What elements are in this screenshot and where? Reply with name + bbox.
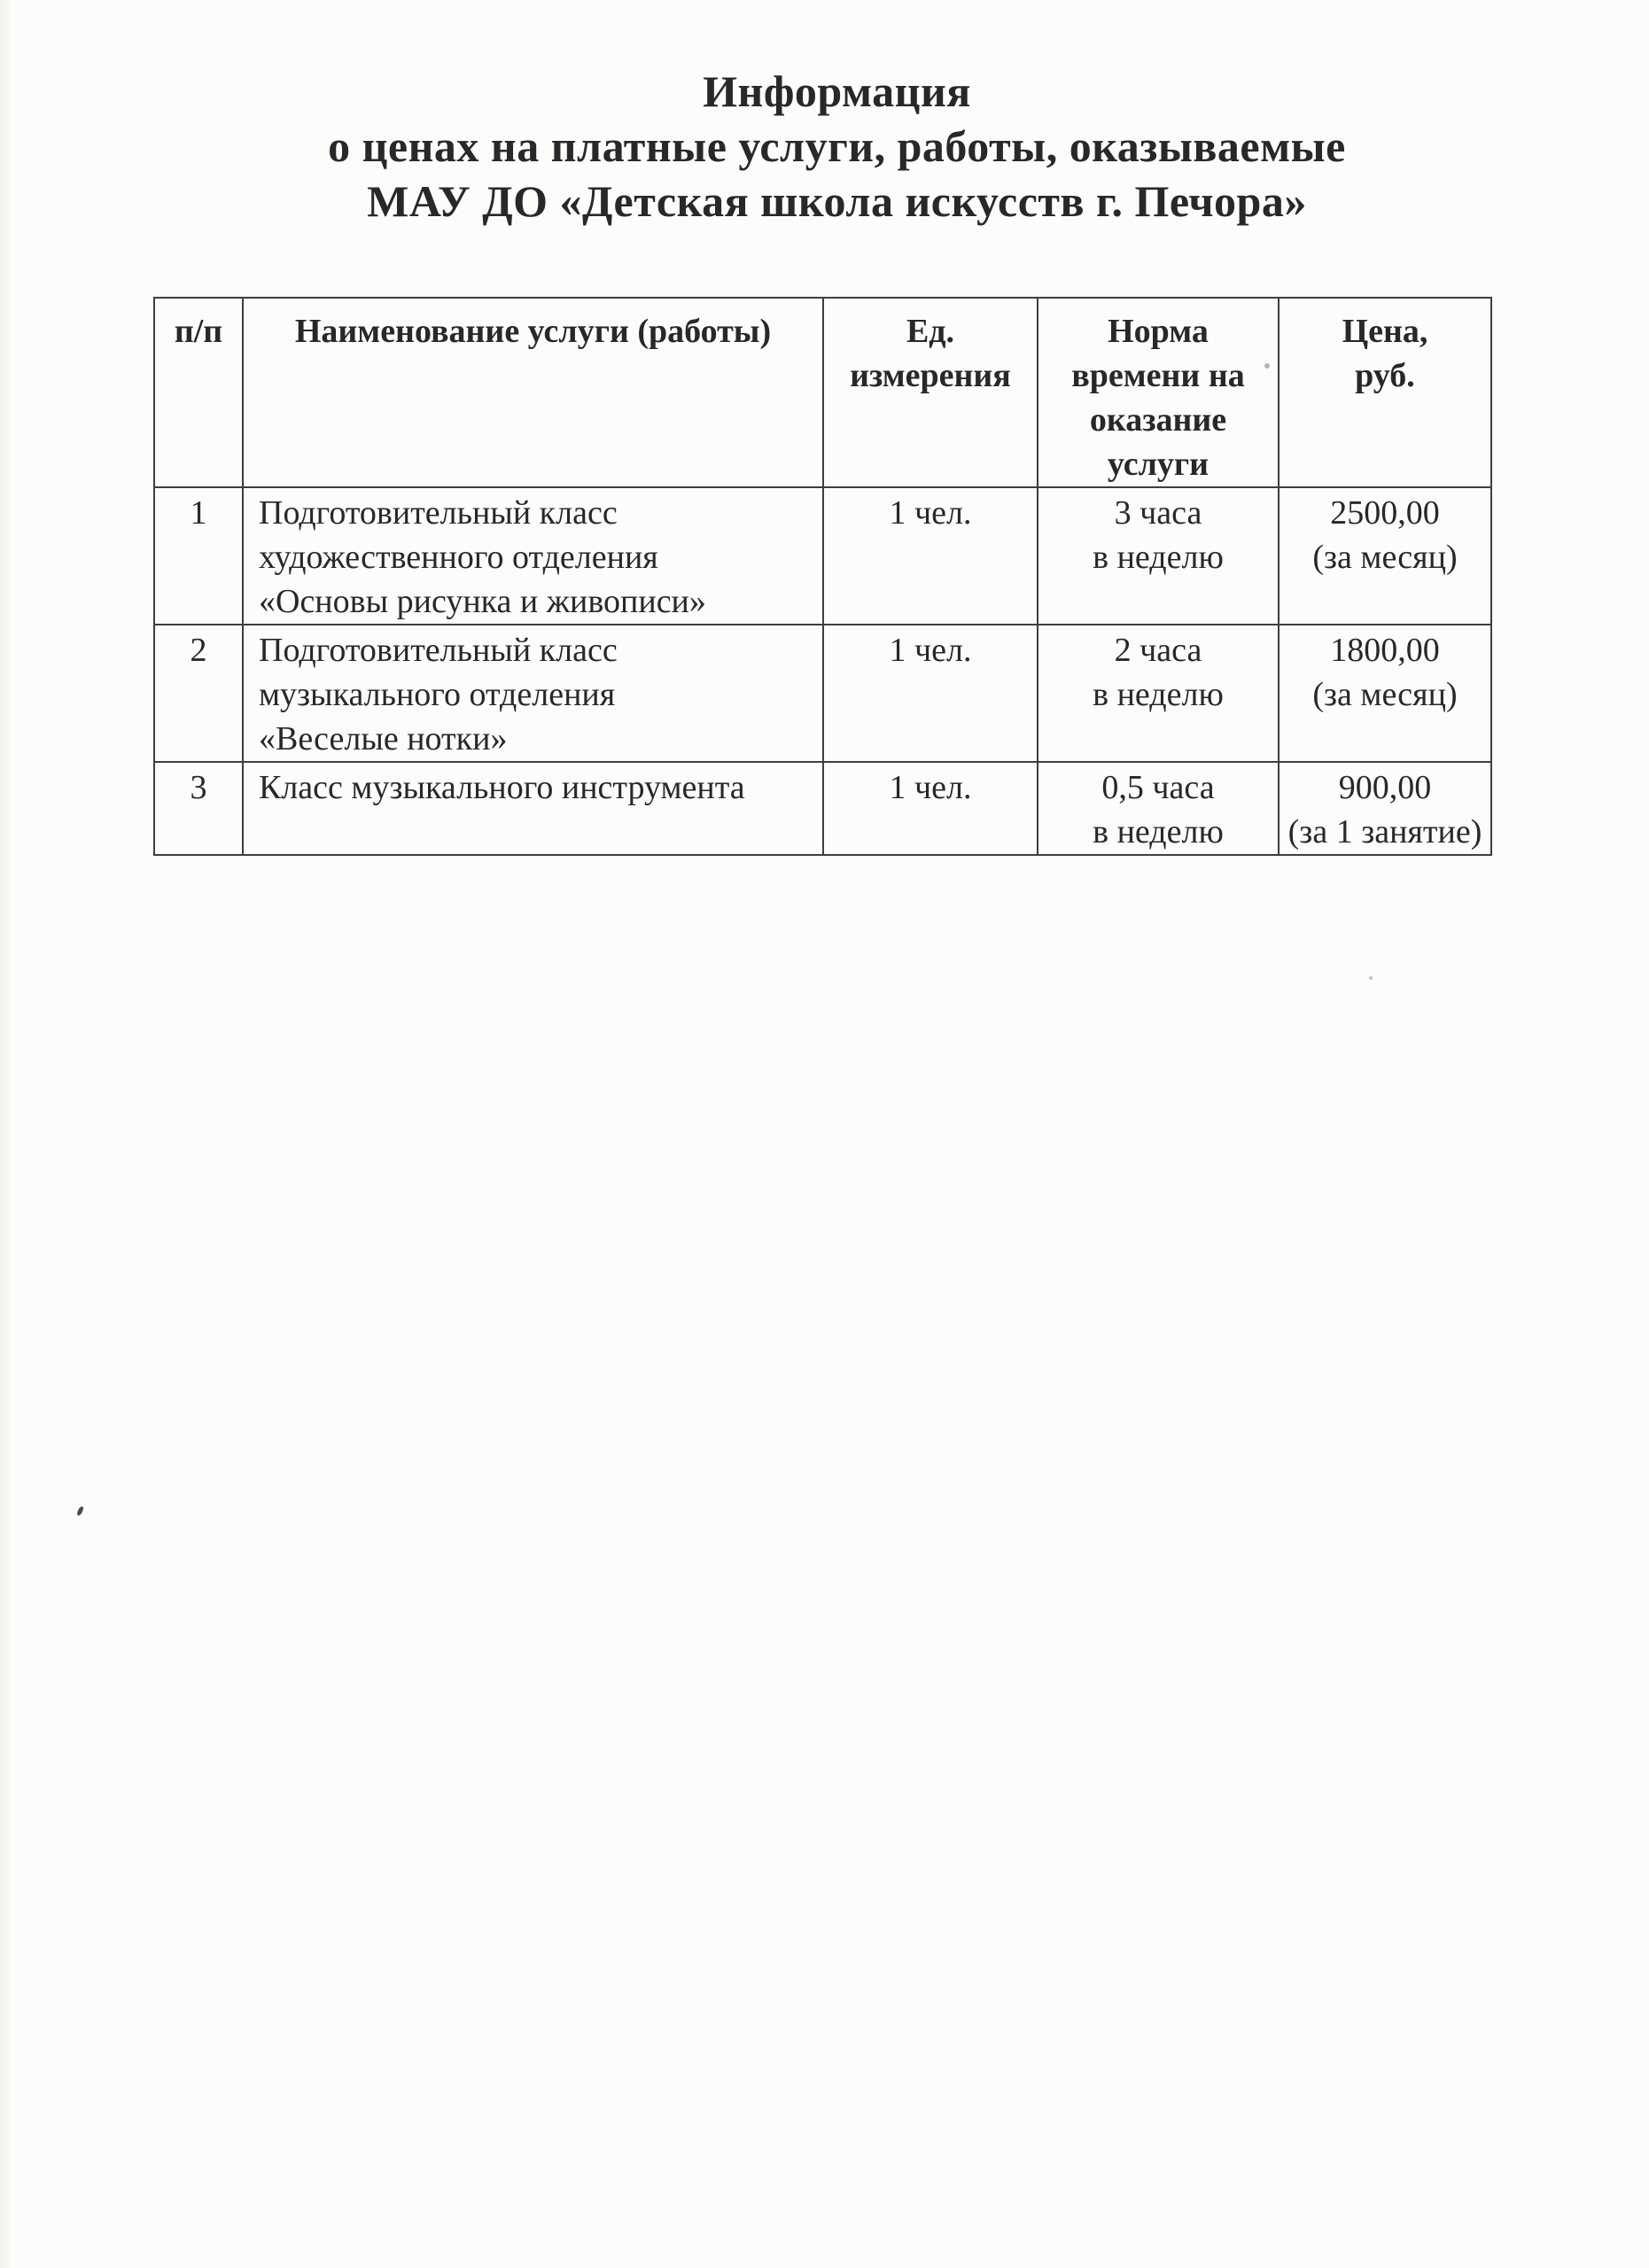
scan-speck xyxy=(76,1505,84,1516)
table-row xyxy=(154,625,1491,762)
header-unit xyxy=(823,298,1038,487)
row3-name-line-1: Класс музыкального инструмента xyxy=(259,769,745,806)
header-unit-line-2: измерения xyxy=(850,357,1011,394)
header-time-norm-line-1: Норма xyxy=(1108,313,1209,350)
row3-price-period: (за 1 занятие) xyxy=(1287,813,1482,850)
row1-norm-line-1: 3 часа xyxy=(1114,494,1202,532)
header-service-name xyxy=(243,298,823,487)
document-title xyxy=(12,64,1649,229)
price-table xyxy=(153,297,1492,856)
row3-norm-line-1: 0,5 часа xyxy=(1101,769,1215,806)
row2-price-value: 1800,00 xyxy=(1330,632,1440,669)
table-row xyxy=(154,762,1491,855)
table-header-row xyxy=(154,298,1491,487)
row3-price-value: 900,00 xyxy=(1338,769,1432,806)
header-num-label: п/п xyxy=(174,313,223,350)
row1-norm-line-2: в неделю xyxy=(1093,539,1224,576)
row1-unit: 1 чел. xyxy=(823,487,1038,625)
row1-name-line-2: художественного отделения xyxy=(259,539,658,576)
title-line-1: Информация xyxy=(703,66,971,116)
scan-speck xyxy=(1369,976,1373,980)
row2-price xyxy=(1279,625,1491,762)
row1-price-period: (за месяц) xyxy=(1312,539,1458,576)
row2-service-name xyxy=(243,625,823,762)
row3-unit: 1 чел. xyxy=(823,762,1038,855)
row1-price xyxy=(1279,487,1491,625)
row2-name-line-2: музыкального отделения xyxy=(259,676,616,713)
header-time-norm-line-3: оказание xyxy=(1089,401,1227,439)
header-time-norm-line-4: услуги xyxy=(1107,446,1210,483)
row2-number: 2 xyxy=(154,625,243,762)
row2-unit: 1 чел. xyxy=(823,625,1038,762)
row1-name-line-1: Подготовительный класс xyxy=(259,494,618,532)
row3-service-name xyxy=(243,762,823,855)
row1-time-norm xyxy=(1038,487,1279,625)
title-line-2: о ценах на платные услуги, работы, оказываемые xyxy=(328,121,1346,171)
title-line-3: МАУ ДО «Детская школа искусств г. Печора» xyxy=(367,176,1307,226)
header-price-line-2: руб. xyxy=(1355,357,1415,394)
row1-service-name xyxy=(243,487,823,625)
row3-time-norm xyxy=(1038,762,1279,855)
row1-name-line-3: «Основы рисунка и живописи» xyxy=(259,583,706,620)
header-num xyxy=(154,298,243,487)
header-service-name-label: Наименование услуги (работы) xyxy=(294,313,772,350)
header-time-norm-line-2: времени на xyxy=(1071,357,1245,394)
row3-norm-line-2: в неделю xyxy=(1093,813,1224,850)
header-time-norm xyxy=(1038,298,1279,487)
row3-number: 3 xyxy=(154,762,243,855)
row2-name-line-3: «Веселые нотки» xyxy=(259,720,508,757)
row3-price xyxy=(1279,762,1491,855)
row2-norm-line-1: 2 часа xyxy=(1114,632,1202,669)
row1-price-value: 2500,00 xyxy=(1330,494,1440,532)
row2-price-period: (за месяц) xyxy=(1312,676,1458,713)
table-row xyxy=(154,487,1491,625)
header-unit-line-1: Ед. xyxy=(906,313,955,350)
row2-time-norm xyxy=(1038,625,1279,762)
row2-name-line-1: Подготовительный класс xyxy=(259,632,618,669)
header-price xyxy=(1279,298,1491,487)
row2-norm-line-2: в неделю xyxy=(1093,676,1224,713)
row1-number: 1 xyxy=(154,487,243,625)
header-price-line-1: Цена, xyxy=(1342,313,1428,350)
